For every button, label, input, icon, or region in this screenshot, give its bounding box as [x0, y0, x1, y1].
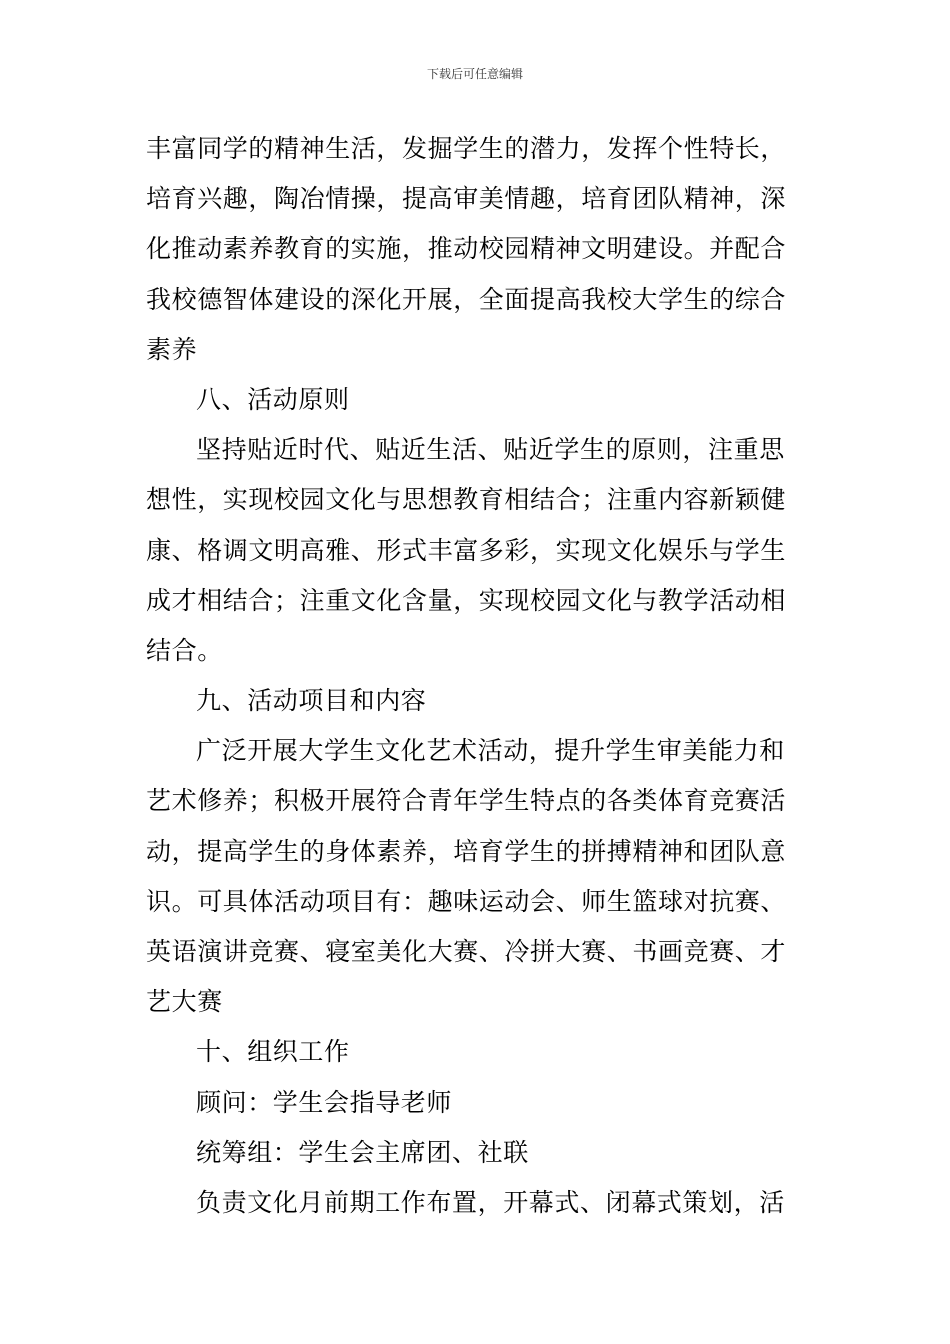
text-line: 英语演讲竞赛、寝室美化大赛、冷拼大赛、书画竞赛、才 — [146, 937, 787, 966]
text-line: 艺术修养；积极开展符合青年学生特点的各类体育竞赛活 — [146, 786, 787, 816]
text-line: 结合。 — [146, 635, 223, 665]
text-line: 化推动素养教育的实施，推动校园精神文明建设。并配合 — [146, 234, 787, 264]
page-header-note: 下载后可任意编辑 — [426, 67, 523, 81]
section-heading: 十、组织工作 — [196, 1037, 350, 1067]
text-line: 艺大赛 — [146, 987, 223, 1017]
text-line: 素养 — [146, 334, 198, 364]
text-line: 康、格调文明高雅、形式丰富多彩，实现文化娱乐与学生 — [146, 535, 787, 565]
text-line: 识。可具体活动项目有：趣味运动会、师生篮球对抗赛、 — [146, 886, 787, 916]
text-line: 负责文化月前期工作布置，开幕式、闭幕式策划，活 — [196, 1187, 785, 1217]
text-line: 广泛开展大学生文化艺术活动，提升学生审美能力和 — [196, 736, 785, 766]
text-line: 成才相结合；注重文化含量，实现校园文化与教学活动相 — [146, 585, 787, 615]
text-line: 想性，实现校园文化与思想教育相结合；注重内容新颖健 — [146, 485, 787, 515]
body-text — [146, 124, 806, 1228]
text-line: 统筹组：学生会主席团、社联 — [196, 1137, 529, 1167]
text-line: 动，提高学生的身体素养，培育学生的拼搏精神和团队意 — [146, 836, 787, 866]
text-line: 丰富同学的精神生活，发掘学生的潜力，发挥个性特长， — [146, 134, 787, 163]
text-line: 我校德智体建设的深化开展，全面提高我校大学生的综合 — [146, 284, 787, 314]
text-line: 顾问：学生会指导老师 — [196, 1087, 453, 1117]
text-line: 坚持贴近时代、贴近生活、贴近学生的原则，注重思 — [196, 435, 785, 465]
section-heading: 九、活动项目和内容 — [196, 686, 427, 716]
text-line: 培育兴趣，陶冶情操，提高审美情趣，培育团队精神，深 — [146, 184, 787, 214]
section-heading: 八、活动原则 — [196, 384, 350, 414]
